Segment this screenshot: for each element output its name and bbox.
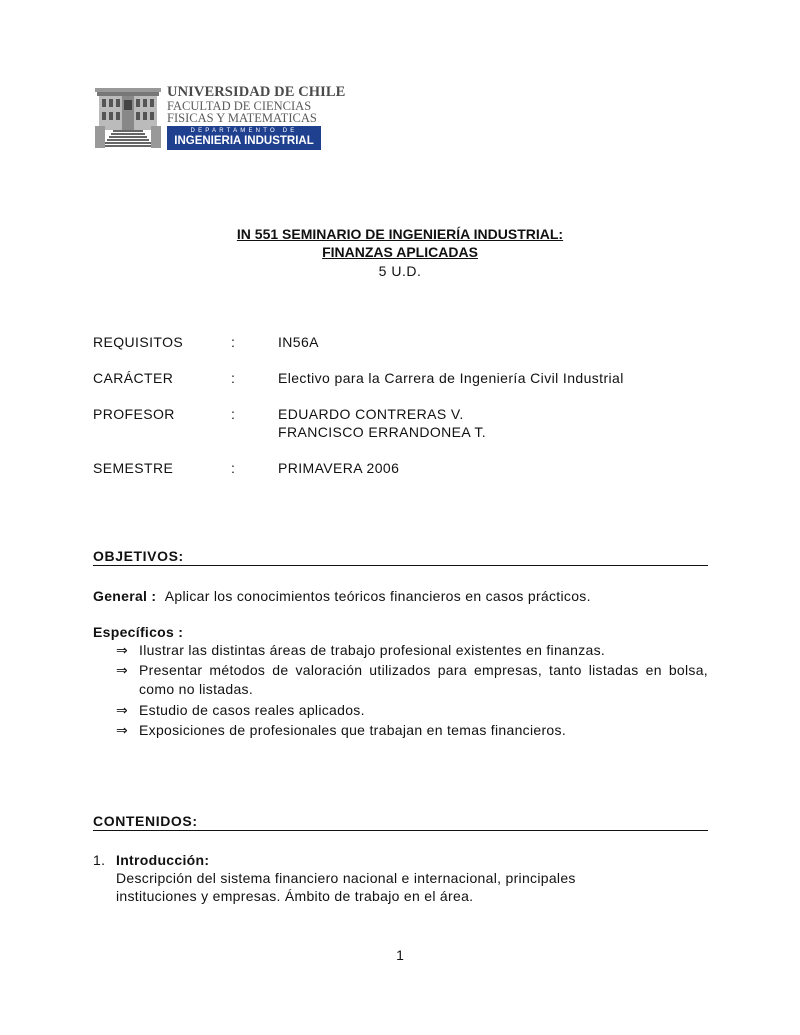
arrow-icon: ⇒ (116, 642, 129, 658)
university-building-icon (95, 86, 161, 150)
objective-general-text: Aplicar los conocimientos teóricos financieros en casos prácticos. (164, 588, 591, 604)
logo-university-name: UNIVERSIDAD DE CHILE (167, 84, 346, 100)
field-colon: : (231, 406, 236, 422)
list-item-text: Estudio de casos reales aplicados. (139, 702, 365, 718)
list-item (116, 721, 708, 740)
content-item-title: Introducción: (116, 852, 210, 868)
objective-specific-label: Específicos : (93, 624, 184, 640)
objective-specific (93, 624, 183, 640)
university-logo (95, 84, 346, 152)
list-item-text: Ilustrar las distintas áreas de trabajo profesional existentes en finanzas. (139, 642, 606, 658)
list-item (116, 641, 708, 660)
content-item-number: 1. (93, 852, 106, 868)
logo-department-label: DEPARTAMENTO DE (190, 128, 298, 134)
list-item (116, 701, 708, 720)
course-title: IN 551 SEMINARIO DE INGENIERÍA INDUSTRIAL: (236, 226, 564, 242)
objective-general (93, 588, 591, 604)
arrow-icon: ⇒ (116, 702, 129, 718)
list-item-text: Exposiciones de profesionales que trabajan en temas financieros. (139, 722, 567, 738)
course-credits: 5 U.D. (378, 263, 422, 279)
logo-department-name: INGENIERIA INDUSTRIAL (174, 135, 314, 147)
field-value: PRIMAVERA 2006 (278, 460, 400, 476)
list-item-text: Presentar métodos de valoración utilizados para empresas, tanto listadas en bolsa, como no listadas. (139, 662, 708, 697)
logo-faculty-line2: FISICAS Y MATEMATICAS (167, 111, 317, 125)
field-value-second: FRANCISCO ERRANDONEA T. (278, 424, 487, 440)
section-heading-contenidos: CONTENIDOS: (93, 813, 708, 831)
field-colon: : (231, 460, 236, 476)
page-number: 1 (396, 947, 404, 963)
logo-department-band (167, 126, 321, 150)
field-label: CARÁCTER (93, 370, 174, 386)
logo-faculty-line1: FACULTAD DE CIENCIAS (167, 99, 312, 113)
field-colon: : (231, 370, 236, 386)
list-item (116, 661, 708, 699)
field-value: IN56A (278, 334, 319, 350)
field-label: SEMESTRE (93, 460, 174, 476)
field-value: Electivo para la Carrera de Ingeniería Civil Industrial (278, 370, 624, 386)
field-value: EDUARDO CONTRERAS V. (278, 406, 464, 422)
field-colon: : (231, 334, 236, 350)
field-label: PROFESOR (93, 406, 175, 422)
field-label: REQUISITOS (93, 334, 184, 350)
arrow-icon: ⇒ (116, 722, 129, 738)
content-item-description: Descripción del sistema financiero nacional e internacional, principales instituciones y empresas. Ámbito de trabajo en el área. (116, 870, 576, 904)
course-subtitle: FINANZAS APLICADAS (322, 244, 478, 260)
objective-general-label: General : (93, 588, 157, 604)
section-heading-objetivos: OBJETIVOS: (93, 548, 708, 566)
arrow-icon: ⇒ (116, 662, 129, 678)
